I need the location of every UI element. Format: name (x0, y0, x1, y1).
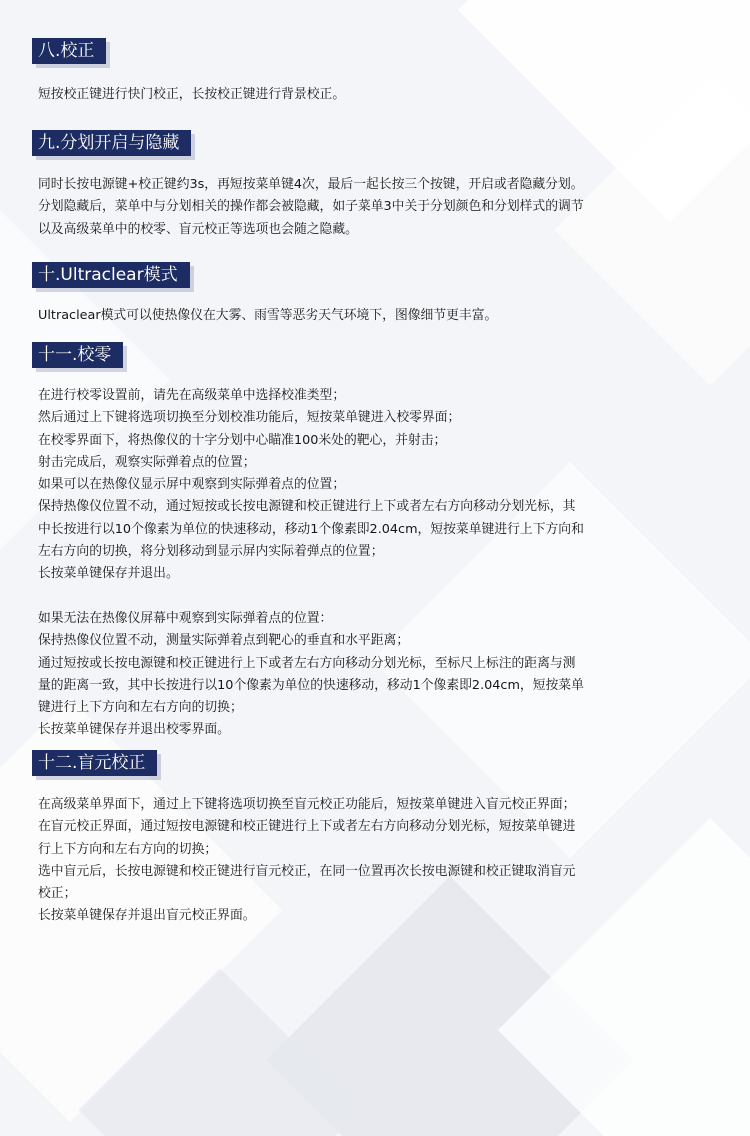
text-line: 键进行上下方向和左右方向的切换； (38, 700, 243, 716)
section-heading-blind-pixel: 十二.盲元校正 (32, 750, 157, 776)
text-line: 量的距离一致，其中长按进行以10个像素为单位的快速移动，移动1个像素即2.04cm，短按菜单 (38, 677, 584, 693)
text-line: 在校零界面下，将热像仪的十字分划中心瞄准100米处的靶心，并射击； (38, 432, 447, 448)
text-line: 然后通过上下键将选项切换至分划校准功能后，短按菜单键进入校零界面； (38, 410, 461, 426)
text-line: 行上下方向和左右方向的切换； (38, 841, 218, 857)
text-line: 如果无法在热像仪屏幕中观察到实际弹着点的位置： (38, 610, 333, 626)
text-line: 选中盲元后，长按电源键和校正键进行盲元校正，在同一位置再次长按电源键和校正键取消盲元 (38, 863, 576, 879)
text-line: Ultraclear模式可以使热像仪在大雾、雨雪等恶劣天气环境下，图像细节更丰富。 (38, 308, 498, 323)
text-line: 在进行校零设置前，请先在高级菜单中选择校准类型； (38, 388, 346, 403)
text-line: 分划隐藏后，菜单中与分划相关的操作都会被隐藏，如子菜单3中关于分划颜色和分划样式的调节 (38, 199, 584, 215)
text-line: 在高级菜单界面下，通过上下键将选项切换至盲元校正功能后，短按菜单键进入盲元校正界面； (38, 797, 576, 812)
text-line: 左右方向的切换，将分划移动到显示屏内实际着弹点的位置； (38, 544, 384, 560)
section-heading-calibration: 八.校正 (32, 38, 106, 64)
text-line: 保持热像仪位置不动，通过短按或长按电源键和校正键进行上下或者左右方向移动分划光标，其 (38, 499, 576, 515)
text-line: 长按菜单键保存并退出盲元校正界面。 (38, 908, 256, 924)
text-line: 通过短按或长按电源键和校正键进行上下或者左右方向移动分划光标，至标尺上标注的距离与测 (38, 655, 576, 671)
text-line: 短按校正键进行快门校正，长按校正键进行背景校正。 (38, 87, 346, 102)
section-heading-ultraclear: 十.Ultraclear模式 (32, 262, 190, 288)
text-line: 长按菜单键保存并退出。 (38, 566, 179, 582)
text-line: 保持热像仪位置不动，测量实际弹着点到靶心的垂直和水平距离； (38, 633, 410, 649)
section-heading-zeroing: 十一.校零 (32, 342, 123, 368)
section-body-ultraclear (38, 305, 730, 327)
text-line: 同时长按电源键+校正键约3s，再短按菜单键4次，最后一起长按三个按键，开启或者隐藏分划。 (38, 177, 584, 192)
section-body-reticle-toggle (38, 174, 730, 241)
text-line: 射击完成后，观察实际弹着点的位置； (38, 454, 256, 470)
section-body-zeroing (38, 385, 730, 742)
text-line: 校正； (38, 886, 77, 902)
section-body-calibration (38, 84, 730, 106)
text-line: 在盲元校正界面，通过短按电源键和校正键进行上下或者左右方向移动分划光标，短按菜单键进 (38, 819, 576, 835)
text-line: 如果可以在热像仪显示屏中观察到实际弹着点的位置； (38, 477, 346, 493)
text-line: 以及高级菜单中的校零、盲元校正等选项也会随之隐藏。 (38, 221, 358, 237)
text-line: 中长按进行以10个像素为单位的快速移动，移动1个像素即2.04cm，短按菜单键进行上下方向和 (38, 521, 584, 537)
section-body-blind-pixel (38, 794, 730, 928)
paragraph-gap (38, 586, 730, 608)
text-line: 长按菜单键保存并退出校零界面。 (38, 722, 230, 738)
section-heading-reticle-toggle: 九.分划开启与隐藏 (32, 130, 191, 156)
